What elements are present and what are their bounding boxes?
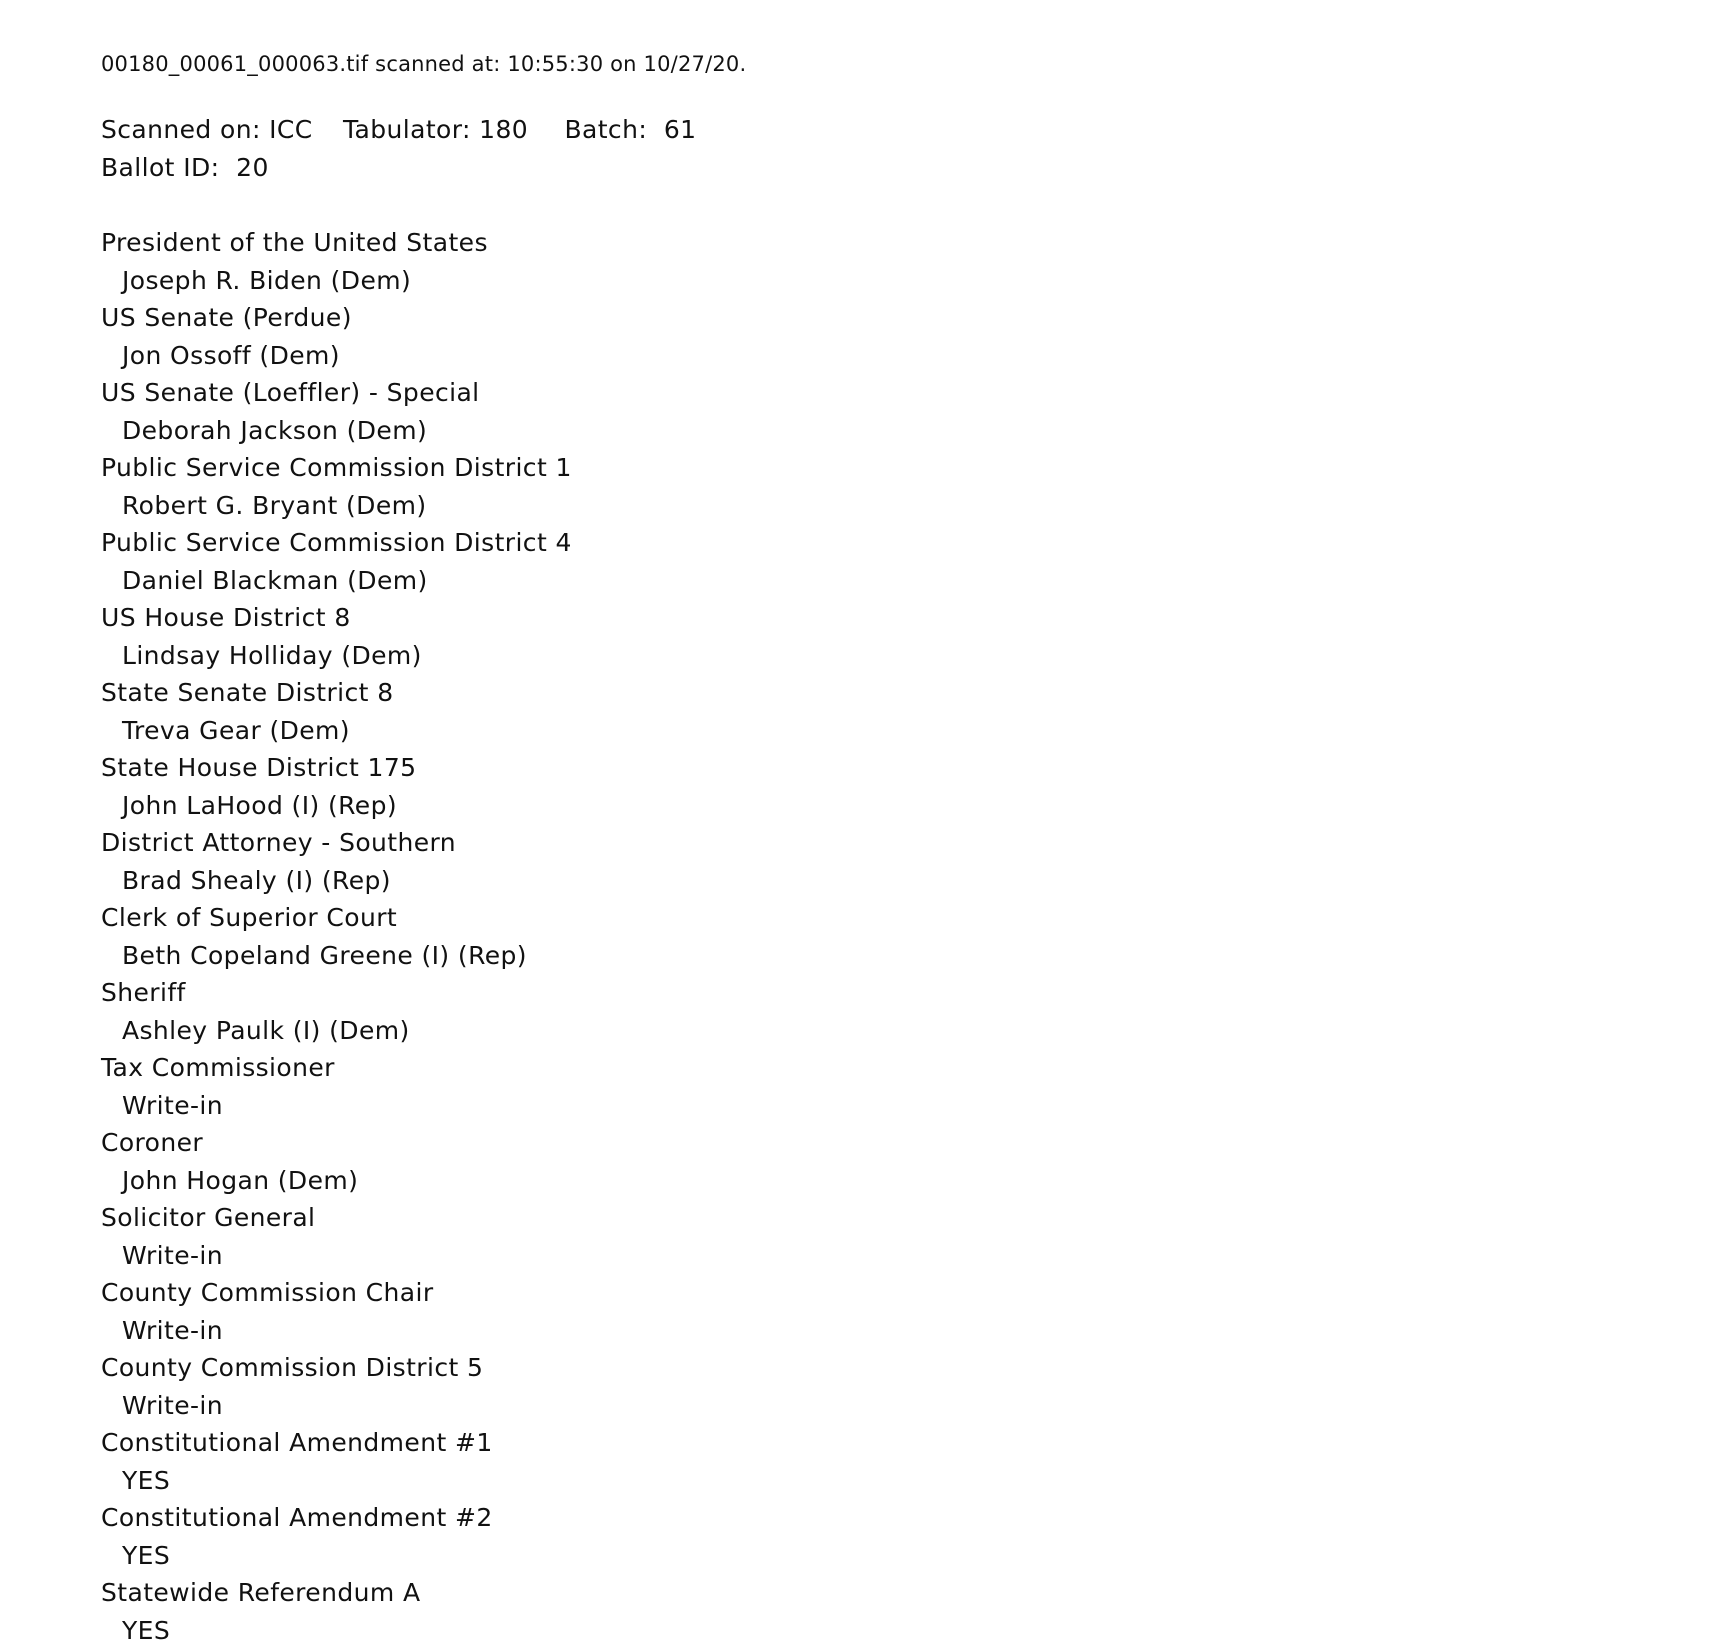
contest-selection: John Hogan (Dem) xyxy=(101,1162,572,1200)
contest-item xyxy=(101,1499,572,1574)
contest-selection: John LaHood (I) (Rep) xyxy=(101,787,572,825)
contest-item xyxy=(101,899,572,974)
contest-title: County Commission District 5 xyxy=(101,1349,572,1387)
scan-info-line: 00180_00061_000063.tif scanned at: 10:55:30 on 10/27/20. xyxy=(101,50,746,78)
batch-value: 61 xyxy=(664,111,697,149)
contest-item xyxy=(101,749,572,824)
scanned-on-label: Scanned on: xyxy=(101,111,261,149)
contest-list xyxy=(101,224,572,1649)
contest-item xyxy=(101,1349,572,1424)
contest-title: US Senate (Perdue) xyxy=(101,299,572,337)
contest-title: Clerk of Superior Court xyxy=(101,899,572,937)
contest-title: US House District 8 xyxy=(101,599,572,637)
contest-title: State House District 175 xyxy=(101,749,572,787)
contest-title: Tax Commissioner xyxy=(101,1049,572,1087)
tabulator-label: Tabulator: xyxy=(343,111,471,149)
contest-item xyxy=(101,974,572,1049)
contest-selection: Treva Gear (Dem) xyxy=(101,712,572,750)
contest-item xyxy=(101,599,572,674)
contest-selection: Ashley Paulk (I) (Dem) xyxy=(101,1012,572,1050)
scan-metadata-row xyxy=(101,111,696,149)
ballot-metadata xyxy=(101,111,696,186)
contest-item xyxy=(101,224,572,299)
contest-title: Public Service Commission District 1 xyxy=(101,449,572,487)
contest-title: Constitutional Amendment #1 xyxy=(101,1424,572,1462)
contest-title: US Senate (Loeffler) - Special xyxy=(101,374,572,412)
contest-selection: Brad Shealy (I) (Rep) xyxy=(101,862,572,900)
contest-item xyxy=(101,1199,572,1274)
contest-item xyxy=(101,299,572,374)
contest-title: Sheriff xyxy=(101,974,572,1012)
contest-title: Public Service Commission District 4 xyxy=(101,524,572,562)
contest-item xyxy=(101,674,572,749)
contest-selection: Write-in xyxy=(101,1387,572,1425)
contest-item xyxy=(101,449,572,524)
contest-item xyxy=(101,1574,572,1649)
contest-item xyxy=(101,1124,572,1199)
contest-title: County Commission Chair xyxy=(101,1274,572,1312)
ballot-id-row xyxy=(101,149,696,187)
contest-title: District Attorney - Southern xyxy=(101,824,572,862)
contest-selection: Write-in xyxy=(101,1312,572,1350)
contest-item xyxy=(101,1049,572,1124)
tabulator-value: 180 xyxy=(479,111,528,149)
contest-selection: YES xyxy=(101,1612,572,1649)
contest-selection: YES xyxy=(101,1537,572,1575)
contest-selection: Joseph R. Biden (Dem) xyxy=(101,262,572,300)
contest-selection: Beth Copeland Greene (I) (Rep) xyxy=(101,937,572,975)
ballot-id-label: Ballot ID: xyxy=(101,149,219,187)
contest-selection: Robert G. Bryant (Dem) xyxy=(101,487,572,525)
batch-label: Batch: xyxy=(564,111,647,149)
contest-title: President of the United States xyxy=(101,224,572,262)
contest-item xyxy=(101,524,572,599)
contest-item xyxy=(101,824,572,899)
contest-selection: Deborah Jackson (Dem) xyxy=(101,412,572,450)
contest-selection: Write-in xyxy=(101,1237,572,1275)
contest-title: Constitutional Amendment #2 xyxy=(101,1499,572,1537)
contest-selection: Lindsay Holliday (Dem) xyxy=(101,637,572,675)
contest-title: Coroner xyxy=(101,1124,572,1162)
contest-selection: Write-in xyxy=(101,1087,572,1125)
contest-selection: Daniel Blackman (Dem) xyxy=(101,562,572,600)
contest-title: Solicitor General xyxy=(101,1199,572,1237)
contest-selection: Jon Ossoff (Dem) xyxy=(101,337,572,375)
contest-item xyxy=(101,1274,572,1349)
contest-title: State Senate District 8 xyxy=(101,674,572,712)
scanned-on-value: ICC xyxy=(269,111,313,149)
contest-title: Statewide Referendum A xyxy=(101,1574,572,1612)
contest-item xyxy=(101,1424,572,1499)
contest-item xyxy=(101,374,572,449)
ballot-id-value: 20 xyxy=(236,149,269,187)
contest-selection: YES xyxy=(101,1462,572,1500)
